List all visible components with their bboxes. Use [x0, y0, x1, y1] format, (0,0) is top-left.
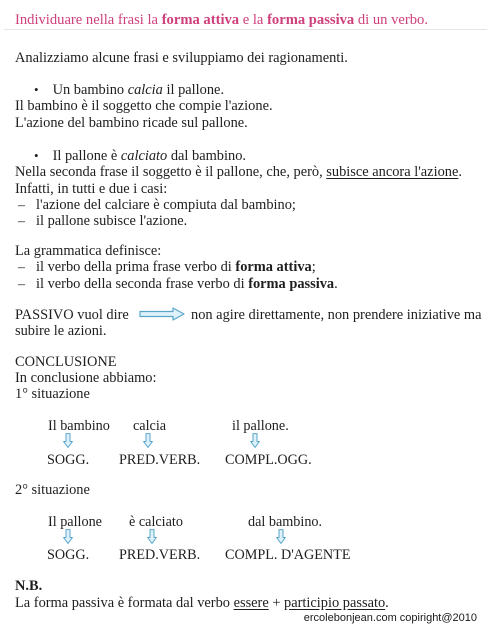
example2-line1-pre: Nella seconda frase il soggetto è il pallone, che, però, — [15, 164, 327, 180]
example2-line1-post: . — [458, 164, 462, 180]
down-arrow-icon — [147, 529, 157, 544]
intro-paragraph: Analizziamo alcune frasi e sviluppiamo dei ragionamenti. — [15, 50, 348, 66]
nb-heading: N.B. — [15, 578, 43, 594]
nb-post: . — [385, 595, 389, 611]
example2-pre: Il pallone è — [52, 148, 121, 164]
s1-role-object: COMPL.OGG. — [225, 452, 312, 468]
example2-line2: Infatti, in tutti e due i casi: — [15, 181, 168, 197]
grammar-item1-post: ; — [311, 259, 316, 275]
s1-word-subject: Il bambino — [48, 418, 110, 434]
dash-icon: – — [18, 277, 25, 292]
dash-icon: – — [18, 214, 25, 229]
s2-role-agent: COMPL. D'AGENTE — [225, 547, 351, 563]
example1-verb: calcia — [127, 82, 163, 98]
example2-sentence — [34, 147, 246, 165]
right-arrow-icon — [139, 307, 185, 326]
list-item — [18, 197, 296, 214]
page-title — [15, 12, 428, 29]
example1-line2: L'azione del bambino ricade sul pallone. — [15, 115, 248, 131]
grammar-item2-pre: il verbo della seconda frase verbo di — [36, 276, 249, 292]
conclusion-intro: In conclusione abbiamo: — [15, 370, 157, 386]
example2-verb: calciato — [120, 148, 168, 164]
s2-word-subject: Il pallone — [48, 514, 102, 530]
example2-post: dal bambino. — [167, 148, 246, 164]
passivo-meaning: non agire direttamente, non prendere iniziative ma — [191, 307, 482, 323]
example1-line1: Il bambino è il soggetto che compie l'azione. — [15, 98, 273, 114]
s2-role-subject: SOGG. — [47, 547, 90, 563]
footer-copyright: ercolebonjean.com copiright@2010 — [303, 612, 477, 624]
s1-role-subject: SOGG. — [47, 452, 90, 468]
s2-word-agent: dal bambino. — [248, 514, 323, 530]
s1-word-object: il pallone. — [232, 418, 289, 434]
list-item — [18, 213, 187, 230]
s2-role-verb: PRED.VERB. — [119, 547, 201, 563]
s2-word-verb: è calciato — [129, 514, 183, 530]
grammar-intro: La grammatica definisce: — [15, 243, 162, 259]
s1-word-verb: calcia — [133, 418, 167, 434]
nb-essere: essere — [233, 595, 269, 611]
down-arrow-icon — [250, 433, 260, 448]
s1-role-verb: PRED.VERB. — [119, 452, 201, 468]
example2-underlined: subisce ancora l'azione — [326, 164, 459, 180]
example1-sentence — [34, 81, 224, 99]
grammar-item2-bold: forma passiva — [248, 276, 335, 292]
down-arrow-icon — [63, 433, 73, 448]
passivo-label: PASSIVO vuol dire — [15, 307, 129, 323]
example2-line1 — [15, 164, 462, 181]
title-divider — [4, 29, 487, 30]
dash-icon: – — [18, 198, 25, 213]
nb-pre: La forma passiva è formata dal verbo — [15, 595, 234, 611]
example2-item2: il pallone subisce l'azione. — [36, 213, 188, 229]
title-text: e la — [239, 12, 268, 28]
dash-icon: – — [18, 260, 25, 275]
conclusion-heading: CONCLUSIONE — [15, 354, 117, 370]
list-item — [18, 259, 316, 276]
list-item — [18, 276, 338, 293]
bullet-icon: • — [34, 148, 39, 163]
grammar-item1-bold: forma attiva — [235, 259, 312, 275]
title-forma-passiva: forma passiva — [267, 12, 355, 28]
nb-participio: participio passato — [284, 595, 386, 611]
example2-item1: l'azione del calciare è compiuta dal bambino; — [36, 197, 296, 213]
situation2-label: 2° situazione — [15, 482, 90, 498]
situation1-label: 1° situazione — [15, 386, 90, 402]
down-arrow-icon — [63, 529, 73, 544]
passivo-line2: subire le azioni. — [15, 323, 107, 339]
nb-plus: + — [268, 595, 285, 611]
bullet-icon: • — [34, 82, 39, 97]
grammar-item2-post: . — [334, 276, 338, 292]
nb-text — [15, 595, 389, 612]
grammar-item1-pre: il verbo della prima frase verbo di — [36, 259, 236, 275]
title-text: di un verbo. — [354, 12, 429, 28]
title-forma-attiva: forma attiva — [161, 12, 240, 28]
down-arrow-icon — [143, 433, 153, 448]
down-arrow-icon — [276, 529, 286, 544]
title-text: Individuare nella frasi la — [15, 12, 162, 28]
example1-pre: Un bambino — [52, 82, 128, 98]
example1-post: il pallone. — [162, 82, 225, 98]
